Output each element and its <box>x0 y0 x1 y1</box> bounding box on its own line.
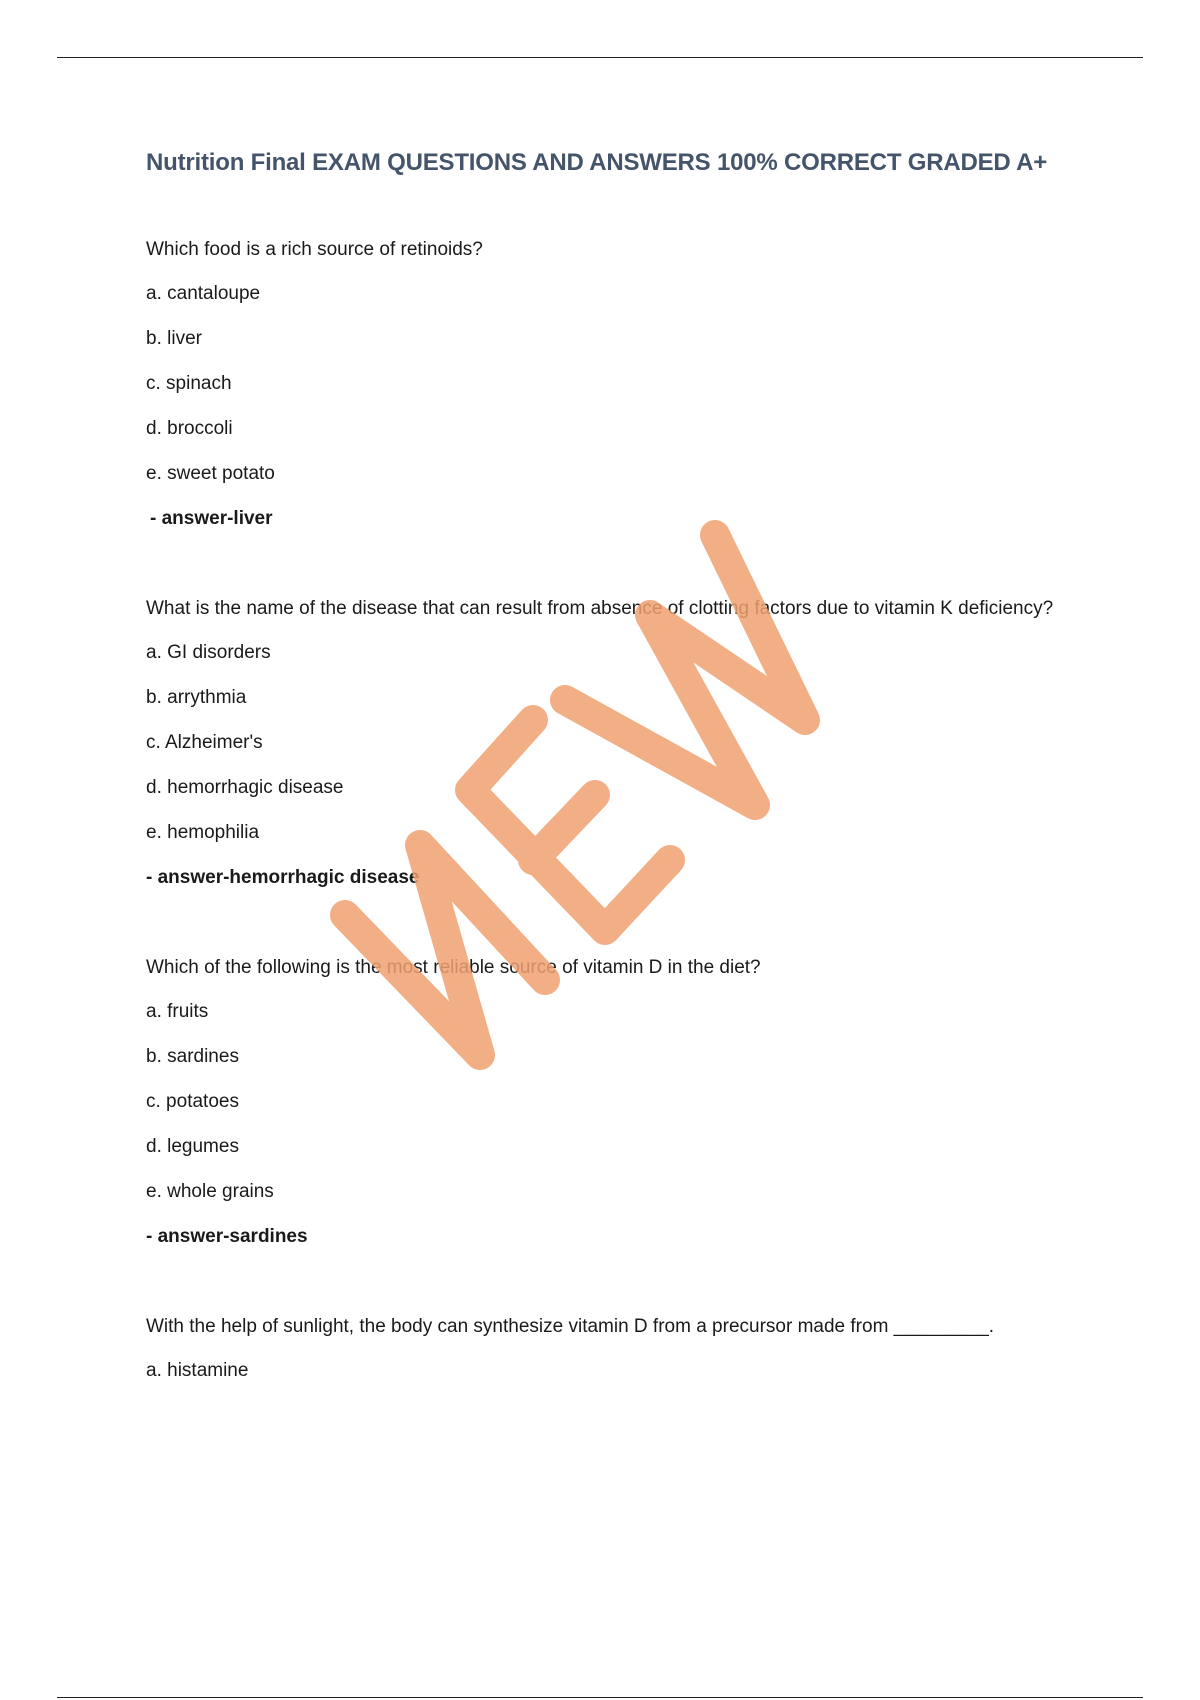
option-item: a. histamine <box>146 1360 249 1381</box>
option-item: c. spinach <box>146 373 232 394</box>
option-item: e. sweet potato <box>146 463 275 484</box>
question-text: With the help of sunlight, the body can synthesize vitamin D from a precursor made from _________. <box>146 1316 995 1337</box>
option-item: b. sardines <box>146 1046 239 1067</box>
option-item: c. potatoes <box>146 1091 239 1112</box>
option-item: e. hemophilia <box>146 822 260 843</box>
answer-text: - answer-sardines <box>146 1226 308 1247</box>
option-item: a. cantaloupe <box>146 283 261 304</box>
question-text: Which of the following is the most reliable source of vitamin D in the diet? <box>146 957 761 978</box>
answer-text: - answer-liver <box>150 508 273 529</box>
bottom-rule <box>57 1697 1143 1698</box>
option-item: a. GI disorders <box>146 642 271 663</box>
question-block-2 <box>146 595 1066 892</box>
question-text: What is the name of the disease that can result from absence of clotting factors due to vitamin K deficiency? <box>146 598 1054 619</box>
option-item: b. arrythmia <box>146 687 247 708</box>
answer-text: - answer-hemorrhagic disease <box>146 867 420 888</box>
option-item: a. fruits <box>146 1001 209 1022</box>
document-title: Nutrition Final EXAM QUESTIONS AND ANSWERS 100% CORRECT GRADED A+ <box>146 149 1048 176</box>
option-item: d. broccoli <box>146 418 233 439</box>
option-item: d. legumes <box>146 1136 239 1157</box>
document-body <box>146 146 1066 1447</box>
question-block-3 <box>146 954 1066 1251</box>
option-item: c. Alzheimer's <box>146 732 263 753</box>
option-item: d. hemorrhagic disease <box>146 777 344 798</box>
question-block-1 <box>146 236 1066 533</box>
question-block-4 <box>146 1313 1066 1385</box>
top-rule <box>57 57 1143 58</box>
question-text: Which food is a rich source of retinoids? <box>146 239 483 260</box>
option-item: b. liver <box>146 328 202 349</box>
option-item: e. whole grains <box>146 1181 274 1202</box>
